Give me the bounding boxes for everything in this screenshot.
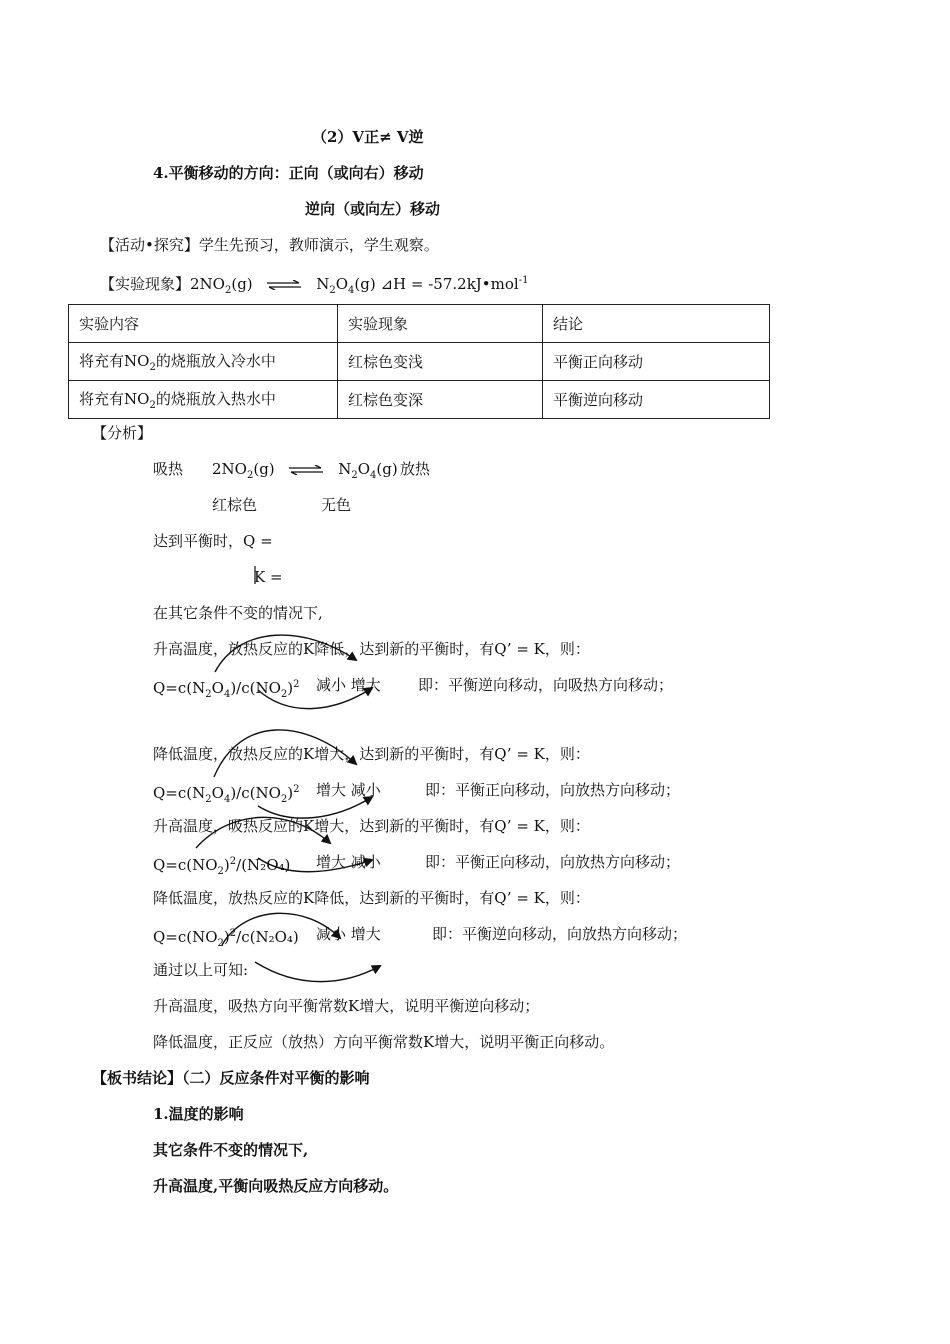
cell-content: 将充有$NO_2$的烧瓶放入冷水中 [69,343,338,381]
case-2-q: $Q=c(N_2O_4)/c(NO_2)^2$ [153,784,300,805]
summary-line-1: 升高温度，吸热方向平衡常数K增大，说明平衡逆向移动； [153,997,540,1015]
case-3-q: $Q=c(NO_2)^2/(N_2O_4)$ [153,856,291,877]
board-rule: 升高温度,平衡向吸热反应方向移动。 [153,1177,399,1195]
case-3-result: 即：平衡正向移动，向放热方向移动； [425,853,681,871]
case-2-result: 即：平衡正向移动，向放热方向移动； [425,781,681,799]
case-4-result: 即：平衡逆向移动，向放热方向移动； [432,925,688,943]
cell-content: 将充有$NO_2$的烧瓶放入热水中 [69,381,338,419]
case-1-change: 减小 增大 [316,676,381,694]
case-1-text: 升高温度，放热反应的K降低，达到新的平衡时，有Q’ = K，则： [153,640,590,658]
case-3-text: 升高温度，吸热反应的K增大，达到新的平衡时，有Q’ = K，则： [153,817,590,835]
equilibrium-k: K = [254,568,283,586]
experiment-table [68,304,770,419]
activity-line: 【活动•探究】学生先预习，教师演示，学生观察。 [100,236,439,254]
direction-reverse: 逆向（或向左）移动 [305,200,441,218]
v-inequality-line: （2）V正≠ V逆 [312,128,424,146]
cell-phenomenon: 红棕色变深 [338,381,543,419]
analysis-title: 【分析】 [92,424,153,442]
analysis-equation: $2NO_2(g)$ $N_2O_4(g)$ [212,460,398,481]
direction-title: 4.平衡移动的方向：正向（或向右）移动 [153,164,424,182]
summary-line-2: 降低温度，正反应（放热）方向平衡常数K增大，说明平衡正向移动。 [153,1033,615,1051]
equilibrium-arrow-icon [265,280,303,290]
case-4-q: $Q=c(NO_2)^2/c(N_2O_4)$ [153,928,299,949]
color-colorless: 无色 [321,496,352,514]
equilibrium-arrow-icon [287,465,325,475]
case-1-q: $Q=c(N_2O_4)/c(NO_2)^2$ [153,679,300,700]
experiment-phenomenon-line: 【实验现象】$2NO_2(g)$ $N_2O_4(g)$ ⊿H = -57.2kJ•mol$^{-1}$ [100,275,529,296]
case-3-change: 增大 减小 [316,853,381,871]
board-title: 【板书结论】（二）反应条件对平衡的影响 [92,1069,370,1087]
summary-intro: 通过以上可知: [153,961,249,979]
header-conclusion: 结论 [543,305,770,343]
analysis-absorb: 吸热 [153,460,184,478]
cell-phenomenon: 红棕色变浅 [338,343,543,381]
analysis-release: 放热 [400,460,431,478]
curved-arrow [255,962,380,982]
case-4-text: 降低温度，放热反应的K降低，达到新的平衡时，有Q’ = K，则： [153,889,590,907]
table-row [69,343,770,381]
table-row [69,381,770,419]
board-condition: 其它条件不变的情况下, [153,1141,309,1159]
equilibrium-q: 达到平衡时，Q = [153,532,273,550]
case-4-change: 减小 增大 [316,925,381,943]
table-header-row [69,305,770,343]
color-red-brown: 红棕色 [212,496,258,514]
board-item: 1.温度的影响 [153,1105,244,1123]
case-2-change: 增大 减小 [316,781,381,799]
case-2-text: 降低温度，放热反应的K增大，达到新的平衡时，有Q’ = K，则： [153,745,590,763]
cell-conclusion: 平衡正向移动 [543,343,770,381]
cell-conclusion: 平衡逆向移动 [543,381,770,419]
header-content: 实验内容 [69,305,338,343]
header-phenomenon: 实验现象 [338,305,543,343]
case-1-result: 即：平衡逆向移动，向吸热方向移动； [418,676,674,694]
condition-line: 在其它条件不变的情况下, [153,604,323,622]
